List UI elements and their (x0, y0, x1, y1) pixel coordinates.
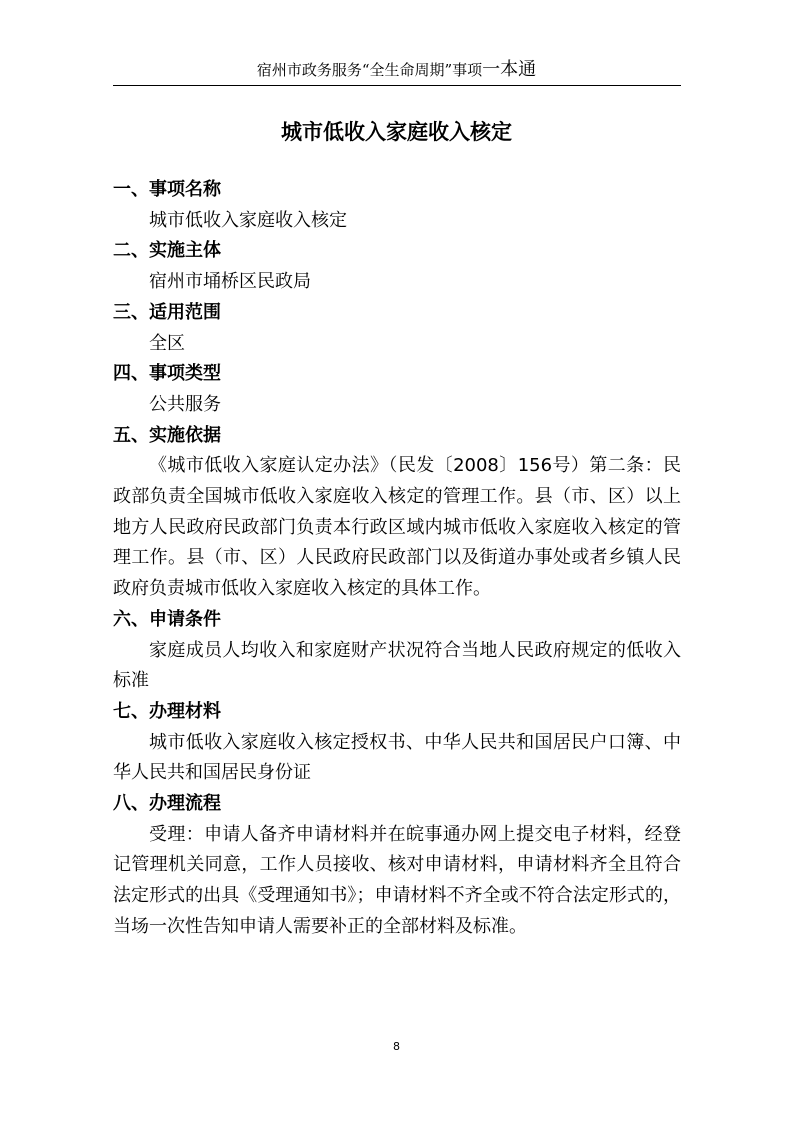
section-paragraph: 公共服务 (149, 393, 221, 415)
section-heading: 四、事项类型 (113, 363, 221, 385)
section-item-name (113, 175, 681, 236)
section-paragraph: 《城市低收入家庭认定办法》（民发〔2008〕156号）第二条：民政部负责全国城市低收入家庭收入核定的管理工作。县（市、区）以上地方人民政府民政部门负责本行政区域内城市低收入家庭收入核定的管理工作。县（市、区）人民政府民政部门以及街道办事处或者乡镇人民政府负责城市低收入家庭收入核定的具体工作。 (113, 455, 681, 600)
section-implementing-body (113, 236, 681, 297)
section-paragraph: 城市低收入家庭收入核定 (149, 209, 347, 231)
document-body (113, 175, 681, 943)
section-paragraph: 受理：申请人备齐申请材料并在皖事通办网上提交电子材料，经登记管理机关同意，工作人员接收、核对申请材料，申请材料齐全且符合法定形式的出具《受理通知书》；申请材料不齐全或不符合法定形式的，当场一次性告知申请人需要补正的全部材料及标准。 (113, 823, 681, 937)
header-divider (113, 85, 681, 86)
section-legal-basis (113, 421, 681, 605)
document-title: 城市低收入家庭收入核定 (281, 120, 512, 144)
header-series-title: 宿州市政务服务“全生命周期”事项 (256, 61, 483, 79)
section-materials (113, 697, 681, 789)
section-paragraph: 全区 (149, 332, 185, 354)
section-heading: 一、事项名称 (113, 179, 221, 200)
section-heading: 七、办理材料 (113, 700, 221, 722)
section-item-type (113, 359, 681, 420)
section-heading: 六、申请条件 (113, 608, 221, 630)
section-heading: 三、适用范围 (113, 301, 221, 323)
section-paragraph: 城市低收入家庭收入核定授权书、中华人民共和国居民户口簿、中华人民共和国居民身份证 (113, 731, 681, 784)
section-process (113, 789, 681, 943)
section-heading: 五、实施依据 (113, 424, 221, 446)
section-heading: 八、办理流程 (113, 793, 221, 815)
page-header (0, 60, 793, 80)
section-paragraph: 家庭成员人均收入和家庭财产状况符合当地人民政府规定的低收入标准 (113, 639, 681, 692)
header-series-suffix: 一本通 (482, 59, 537, 80)
section-heading: 二、实施主体 (113, 240, 221, 262)
section-scope (113, 298, 681, 359)
page-number: 8 (393, 1040, 400, 1053)
section-paragraph: 宿州市埇桥区民政局 (149, 271, 311, 293)
section-conditions (113, 605, 681, 697)
